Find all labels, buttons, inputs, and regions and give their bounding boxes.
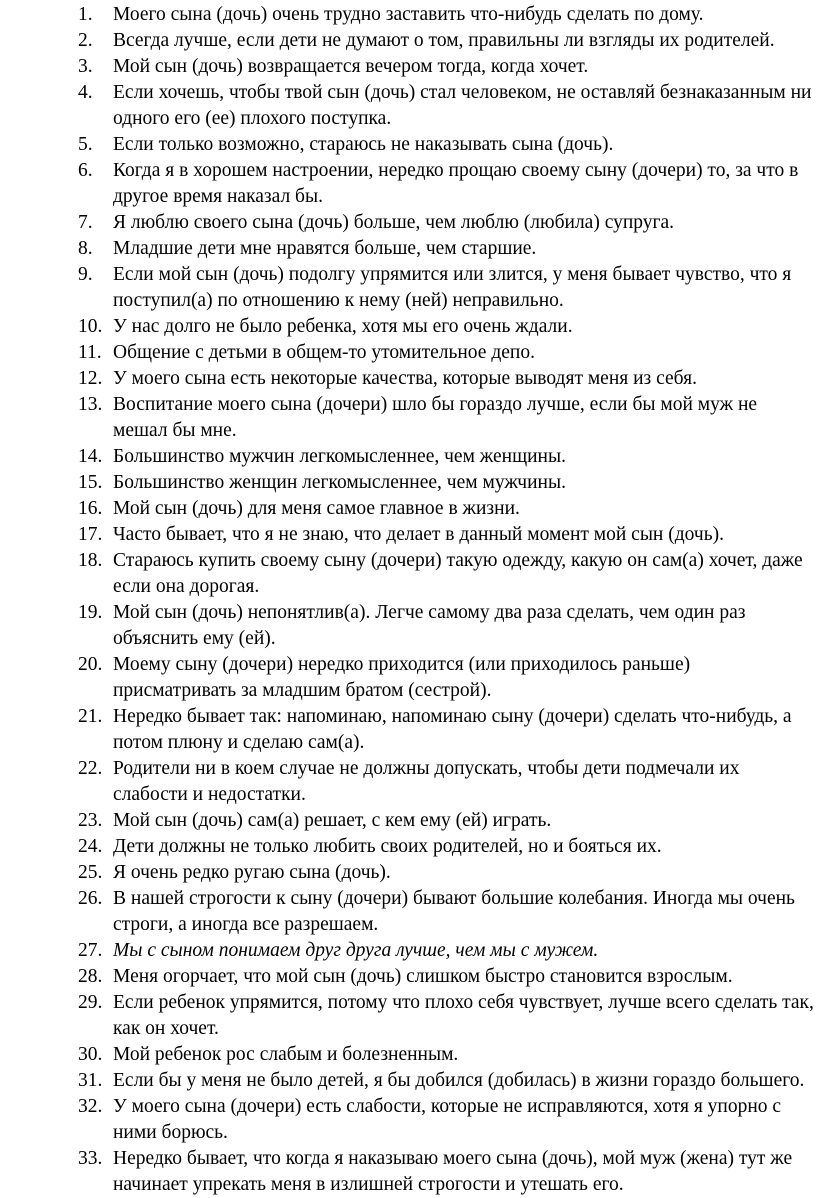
item-number: 19. — [78, 602, 103, 623]
item-number: 16. — [78, 498, 103, 519]
item-text: Мы с сыном понимаем друг друга лучше, чем мы с мужем. — [113, 940, 599, 961]
item-text: Если бы у меня не было детей, я бы добился (добилась) в жизни гораздо большего. — [113, 1070, 805, 1091]
item-number: 23. — [78, 810, 103, 831]
list-item — [78, 938, 816, 964]
item-text: Нередко бывает, что когда я наказываю моего сына (дочь), мой муж (жена) тут же начинает упрекать меня в излишней строгости и утешать его. — [113, 1148, 793, 1195]
list-item — [78, 236, 816, 262]
item-number: 6. — [78, 160, 93, 181]
item-number: 2. — [78, 30, 93, 51]
item-text: Мой сын (дочь) возвращается вечером тогда, когда хочет. — [113, 56, 589, 77]
item-text: Воспитание моего сына (дочери) шло бы гораздо лучше, если бы мой муж не мешал бы мне. — [113, 394, 758, 441]
list-item — [78, 470, 816, 496]
list-item — [78, 132, 816, 158]
item-text: Родители ни в коем случае не должны допускать, чтобы дети подмечали их слабости и недостатки. — [113, 758, 740, 805]
list-item — [78, 54, 816, 80]
item-text: Стараюсь купить своему сыну (дочери) такую одежду, какую он сам(а) хочет, даже если она дорогая. — [113, 550, 803, 597]
item-number: 32. — [78, 1096, 103, 1117]
item-number: 1. — [78, 4, 93, 25]
item-number: 25. — [78, 862, 103, 883]
item-number: 4. — [78, 82, 93, 103]
item-number: 10. — [78, 316, 103, 337]
item-number: 33. — [78, 1148, 103, 1169]
list-item — [78, 392, 816, 444]
item-number: 20. — [78, 654, 103, 675]
list-item — [78, 522, 816, 548]
list-item — [78, 210, 816, 236]
list-item — [78, 340, 816, 366]
item-text: Я люблю своего сына (дочь) больше, чем люблю (любила) супруга. — [113, 212, 675, 233]
list-item — [78, 366, 816, 392]
item-text: В нашей строгости к сыну (дочери) бывают большие колебания. Иногда мы очень строги, а иногда все разрешаем. — [113, 888, 795, 935]
item-number: 30. — [78, 1044, 103, 1065]
item-number: 8. — [78, 238, 93, 259]
item-number: 24. — [78, 836, 103, 857]
list-item — [78, 964, 816, 990]
item-text: Общение с детьми в общем-то утомительное депо. — [113, 342, 535, 363]
item-text: Если ребенок упрямится, потому что плохо себя чувствует, лучше всего сделать так, как он хочет. — [113, 992, 814, 1039]
item-text: У моего сына есть некоторые качества, которые выводят меня из себя. — [113, 368, 697, 389]
list-item — [78, 756, 816, 808]
item-text: Когда я в хорошем настроении, нередко прощаю своему сыну (дочери) то, за что в другое время наказал бы. — [113, 160, 799, 207]
item-number: 3. — [78, 56, 93, 77]
list-item — [78, 444, 816, 470]
list-item — [78, 28, 816, 54]
item-text: У нас долго не было ребенка, хотя мы его очень ждали. — [113, 316, 573, 337]
item-text: Я очень редко ругаю сына (дочь). — [113, 862, 391, 883]
item-text: Если мой сын (дочь) подолгу упрямится или злится, у меня бывает чувство, что я поступил(а) по отношению к нему (ней) неправильно. — [113, 264, 792, 311]
list-item — [78, 808, 816, 834]
item-text: Мой сын (дочь) непонятлив(а). Легче самому два раза сделать, чем один раз объяснить ему (ей). — [113, 602, 746, 649]
question-list — [78, 2, 816, 1198]
list-item — [78, 314, 816, 340]
item-number: 22. — [78, 758, 103, 779]
item-text: Мой ребенок рос слабым и болезненным. — [113, 1044, 459, 1065]
item-number: 9. — [78, 264, 93, 285]
list-item — [78, 80, 816, 132]
list-item — [78, 860, 816, 886]
item-text: Часто бывает, что я не знаю, что делает в данный момент мой сын (дочь). — [113, 524, 724, 545]
item-number: 21. — [78, 706, 103, 727]
item-text: Если хочешь, чтобы твой сын (дочь) стал человеком, не оставляй безнаказанным ни одного его (ее) плохого поступка. — [113, 82, 812, 129]
item-text: Всегда лучше, если дети не думают о том, правильны ли взгляды их родителей. — [113, 30, 775, 51]
list-item — [78, 1042, 816, 1068]
list-item — [78, 1146, 816, 1198]
item-text: Большинство женщин легкомысленнее, чем мужчины. — [113, 472, 566, 493]
item-number: 15. — [78, 472, 103, 493]
list-item — [78, 990, 816, 1042]
list-item — [78, 548, 816, 600]
list-item — [78, 496, 816, 522]
item-number: 14. — [78, 446, 103, 467]
item-text: Большинство мужчин легкомысленнее, чем женщины. — [113, 446, 566, 467]
item-text: Младшие дети мне нравятся больше, чем старшие. — [113, 238, 537, 259]
item-text: Дети должны не только любить своих родителей, но и бояться их. — [113, 836, 662, 857]
item-number: 5. — [78, 134, 93, 155]
item-text: Если только возможно, стараюсь не наказывать сына (дочь). — [113, 134, 614, 155]
list-item — [78, 600, 816, 652]
list-item — [78, 652, 816, 704]
item-number: 27. — [78, 940, 103, 961]
item-number: 29. — [78, 992, 103, 1013]
item-number: 28. — [78, 966, 103, 987]
item-number: 26. — [78, 888, 103, 909]
item-number: 13. — [78, 394, 103, 415]
item-number: 17. — [78, 524, 103, 545]
item-number: 11. — [78, 342, 102, 363]
list-item — [78, 1068, 816, 1094]
item-number: 18. — [78, 550, 103, 571]
item-text: Нередко бывает так: напоминаю, напоминаю сыну (дочери) сделать что-нибудь, а потом плюну и сделаю сам(а). — [113, 706, 792, 753]
list-item — [78, 886, 816, 938]
list-item — [78, 834, 816, 860]
item-text: Моего сына (дочь) очень трудно заставить что-нибудь сделать по дому. — [113, 4, 704, 25]
item-text: Мой сын (дочь) для меня самое главное в жизни. — [113, 498, 520, 519]
list-item — [78, 704, 816, 756]
list-item — [78, 262, 816, 314]
item-text: Мой сын (дочь) сам(а) решает, с кем ему (ей) играть. — [113, 810, 552, 831]
item-number: 12. — [78, 368, 103, 389]
list-item — [78, 158, 816, 210]
item-number: 7. — [78, 212, 93, 233]
item-number: 31. — [78, 1070, 103, 1091]
item-text: У моего сына (дочери) есть слабости, которые не исправляются, хотя я упорно с ними борюсь. — [113, 1096, 782, 1143]
item-text: Меня огорчает, что мой сын (дочь) слишком быстро становится взрослым. — [113, 966, 733, 987]
list-item — [78, 1094, 816, 1146]
list-item — [78, 2, 816, 28]
item-text: Моему сыну (дочери) нередко приходится (или приходилось раньше) присматривать за младшим братом (сестрой). — [113, 654, 691, 701]
